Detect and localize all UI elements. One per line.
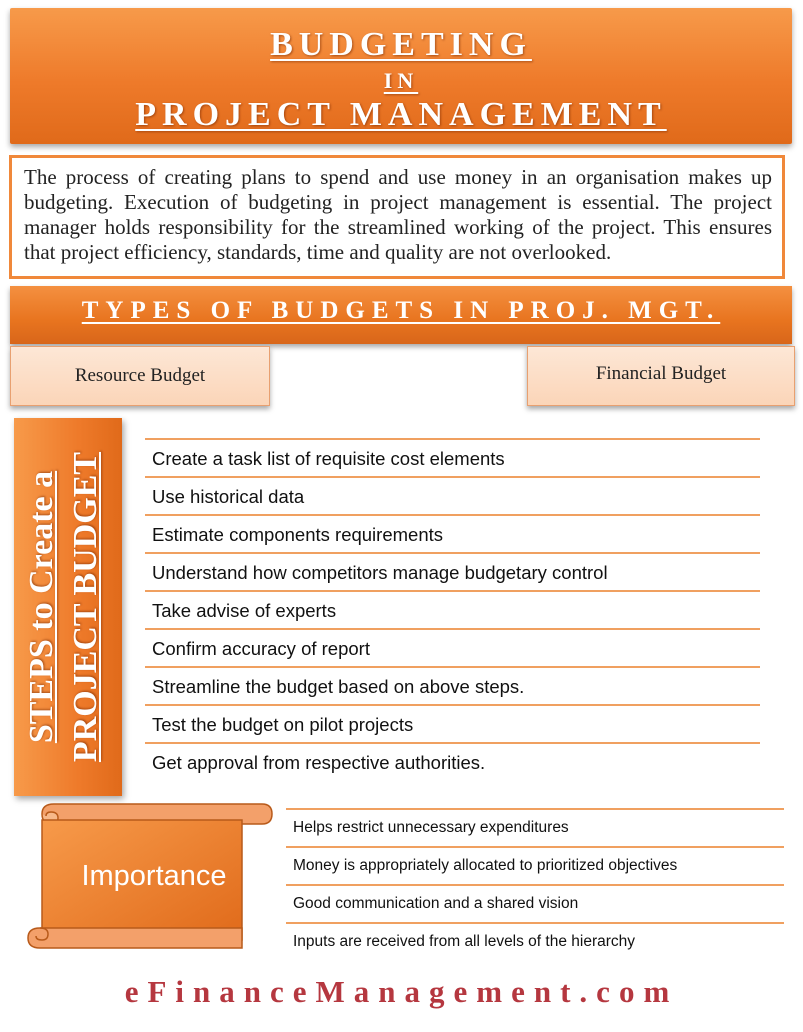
title-line-1: BUDGETING [270,26,532,63]
title-line-3: PROJECT MANAGEMENT [135,96,667,133]
steps-heading-line-1: STEPS to Create a [23,470,60,744]
importance-item-1: Helps restrict unnecessary expenditures [293,819,569,836]
step-item-6: Confirm accuracy of report [152,638,370,659]
step-item-3: Estimate components requirements [152,524,443,545]
financial-budget-box: Financial Budget [527,346,795,406]
importance-label: Importance [81,860,227,892]
importance-scroll [24,800,274,950]
intro-text: The process of creating plans to spend and use money in an organisation makes up budgeting. Execution of budgeting in project management is essential. The project manager holds responsibility for the streamlined working of the project. This ensures that project efficiency, standards, time and quality are not overlooked. [24,165,772,264]
importance-item-4: Inputs are received from all levels of the hierarchy [293,933,636,950]
step-item-9: Get approval from respective authorities. [152,752,486,773]
importance-item-2: Money is appropriately allocated to prioritized objectives [293,857,678,874]
title-line-2: IN [383,68,419,93]
steps-banner [14,418,122,796]
intro-box [9,155,785,279]
step-item-2: Use historical data [152,486,305,507]
title-banner [10,8,792,144]
step-item-5: Take advise of experts [152,600,337,621]
steps-list [145,438,760,780]
importance-item-3: Good communication and a shared vision [293,895,579,912]
importance-list [286,808,784,960]
steps-heading [14,418,122,796]
step-item-8: Test the budget on pilot projects [152,714,414,735]
step-item-1: Create a task list of requisite cost elements [152,448,505,469]
steps-heading-line-2: PROJECT BUDGET [67,451,104,763]
step-item-7: Streamline the budget based on above steps. [152,676,525,697]
step-item-4: Understand how competitors manage budgetary control [152,562,608,583]
resource-budget-box: Resource Budget [10,346,270,406]
types-heading: TYPES OF BUDGETS IN PROJ. MGT. [81,297,721,324]
footer-brand: eFinanceManagement.com [124,974,679,1009]
types-banner [10,286,792,344]
